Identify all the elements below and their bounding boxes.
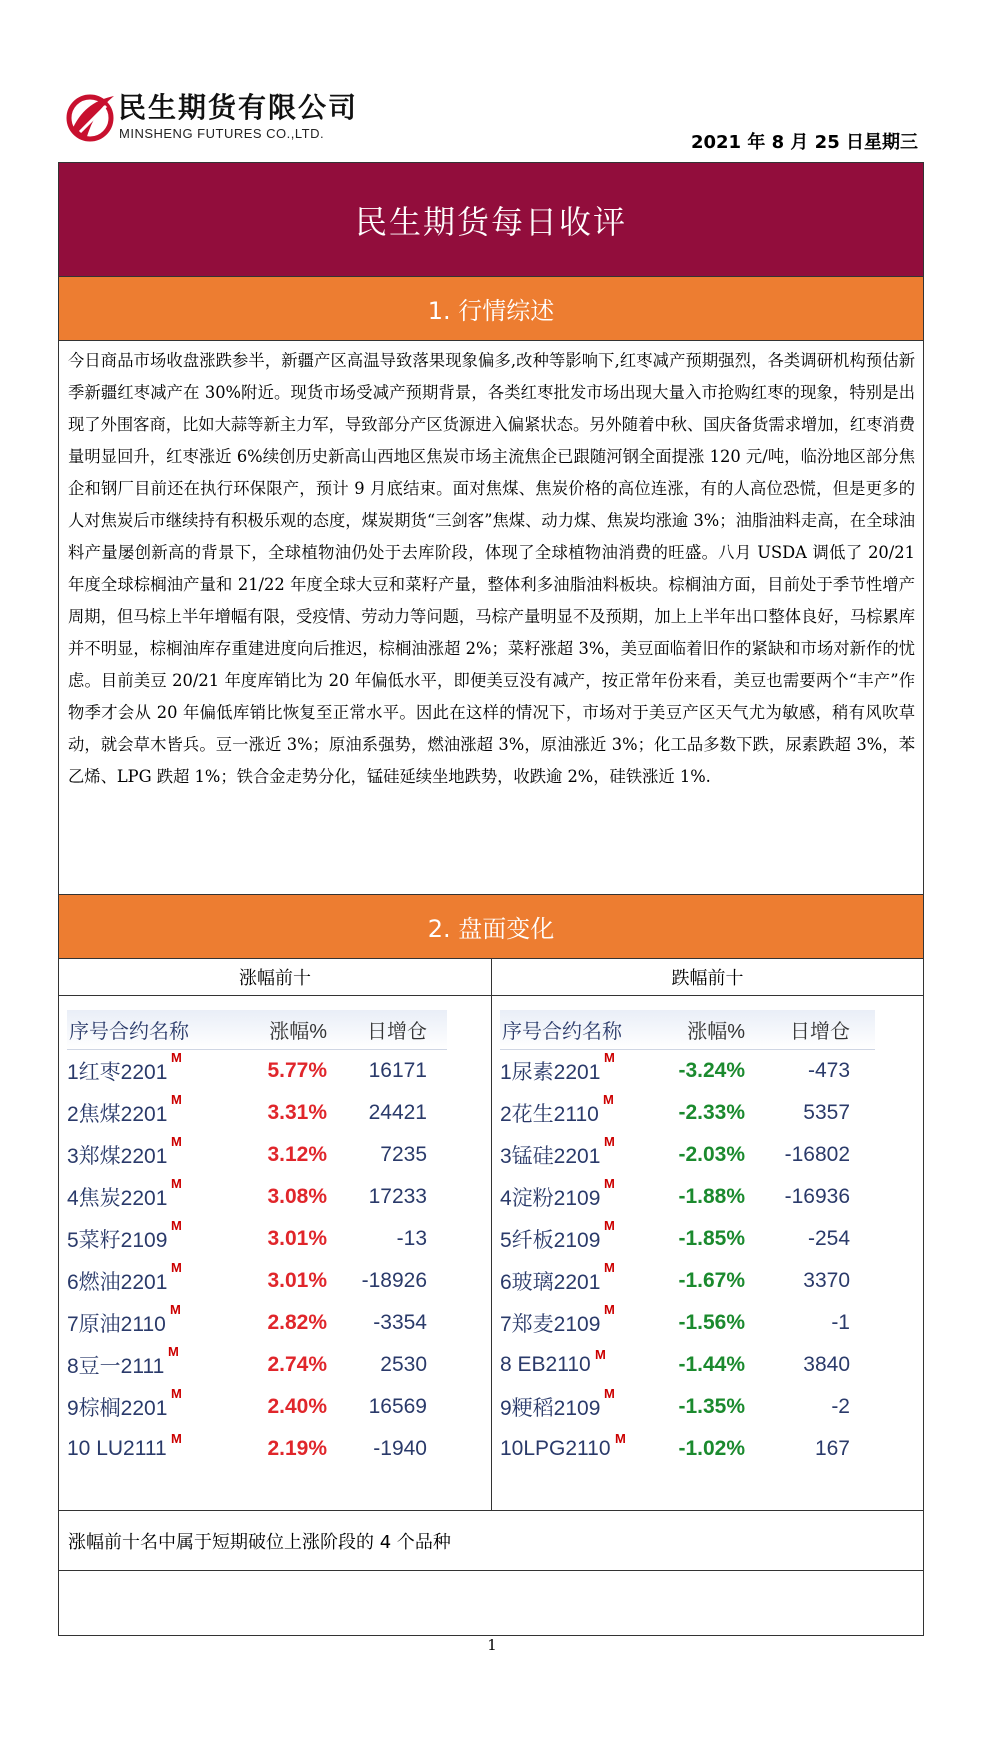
contract-name xyxy=(500,1176,650,1212)
table-header xyxy=(67,1010,447,1050)
contract-name xyxy=(67,1134,227,1170)
contract-name-text: 2焦煤2201 xyxy=(67,1103,168,1126)
open-interest-change: -1 xyxy=(831,1311,850,1334)
main-contract-marker: M xyxy=(615,1431,626,1446)
gainers-table xyxy=(67,1010,447,1470)
column-header-pct: 涨幅% xyxy=(269,1021,327,1043)
column-header-name: 序号合约名称 xyxy=(502,1021,622,1043)
change-percent: -1.88% xyxy=(678,1185,745,1208)
contract-name-text: 1红枣2201 xyxy=(67,1061,168,1084)
table-row xyxy=(500,1176,875,1218)
open-interest-change: -3354 xyxy=(373,1311,427,1334)
change-percent: -1.85% xyxy=(678,1227,745,1250)
table-row xyxy=(67,1134,447,1176)
table-row xyxy=(500,1092,875,1134)
contract-name xyxy=(500,1302,650,1338)
contract-name xyxy=(67,1386,227,1422)
table-row xyxy=(500,1260,875,1302)
contract-name xyxy=(500,1134,650,1170)
company-logo xyxy=(66,86,366,156)
table-row xyxy=(67,1428,447,1470)
main-contract-marker: M xyxy=(604,1176,615,1191)
table-row xyxy=(500,1134,875,1176)
main-contract-marker: M xyxy=(604,1218,615,1233)
open-interest-change: 2530 xyxy=(380,1353,427,1376)
contract-name xyxy=(500,1092,650,1128)
main-contract-marker: M xyxy=(604,1386,615,1401)
contract-name-text: 8 EB2110 xyxy=(500,1353,591,1376)
change-percent: 2.19% xyxy=(267,1437,327,1460)
contract-name-text: 3郑煤2201 xyxy=(67,1145,168,1168)
open-interest-change: -16802 xyxy=(784,1143,850,1166)
change-percent: 3.01% xyxy=(267,1269,327,1292)
change-percent: -1.67% xyxy=(678,1269,745,1292)
main-contract-marker: M xyxy=(604,1260,615,1275)
contract-name xyxy=(500,1386,650,1422)
main-contract-marker: M xyxy=(168,1344,179,1359)
main-contract-marker: M xyxy=(603,1092,614,1107)
contract-name xyxy=(67,1260,227,1296)
open-interest-change: -1940 xyxy=(373,1437,427,1460)
column-header-oi: 日增仓 xyxy=(790,1021,850,1043)
open-interest-change: -18926 xyxy=(361,1269,427,1292)
main-contract-marker: M xyxy=(171,1134,182,1149)
table-row xyxy=(500,1218,875,1260)
contract-name-text: 7原油2110 xyxy=(67,1313,166,1336)
contract-name-text: 5纤板2109 xyxy=(500,1229,601,1252)
main-contract-marker: M xyxy=(171,1431,182,1446)
market-summary-text: 今日商品市场收盘涨跌参半，新疆产区高温导致落果现象偏多,改种等影响下,红枣减产预期强烈，各类调研机构预估新季新疆红枣减产在 30%附近。现货市场受减产预期背景，各类红枣批发市场出现大量入市抢购红枣的现象，特别是出现了外围客商，比如大蒜等新主力军，导致部分产区货源进入偏紧状态。另外随着中秋、国庆备货需求增加，红枣消费量明显回升，红枣涨近 6%续创历史新高山西地区焦炭市场主流焦企已跟随河钢全面提涨 120 元/吨，临汾地区部分焦企和钢厂目前还在执行环保限产，预计 9 月底结束。面对焦煤、焦炭价格的高位连涨，有的人高位恐慌，但是更多的人对焦炭后市继续持有积极乐观的态度，煤炭期货“三剑客”焦煤、动力煤、焦炭均涨逾 3%；油脂油料走高，在全球油料产量屡创新高的背景下，全球植物油仍处于去库阶段，体现了全球植物油消费的旺盛。八月 USDA 调低了 20/21 年度全球棕榈油产量和 21/22 年度全球大豆和菜籽产量，整体利多油脂油料板块。棕榈油方面，目前处于季节性增产周期，但马棕上半年增幅有限，受疫情、劳动力等问题，马棕产量明显不及预期，加上上半年出口整体良好，马棕累库并不明显，棕榈油库存重建进度向后推迟，棕榈油涨超 2%；菜籽涨超 3%，美豆面临着旧作的紧缺和市场对新作的忧虑。目前美豆 20/21 年度库销比为 20 年偏低水平，即便美豆没有减产，按正常年份来看，美豆也需要两个“丰产”作物季才会从 20 年偏低库销比恢复至正常水平。因此在这样的情况下，市场对于美豆产区天气尤为敏感，稍有风吹草动，就会草木皆兵。豆一涨近 3%；原油系强势，燃油涨超 3%，原油涨近 3%；化工品多数下跌，尿素跌超 3%，苯乙烯、LPG 跌超 1%；铁合金走势分化，锰硅延续坐地跌势，收跌逾 2%，硅铁涨近 1%. xyxy=(59,341,923,895)
column-header-oi: 日增仓 xyxy=(367,1021,427,1043)
main-contract-marker: M xyxy=(604,1050,615,1065)
section-1-title: 1. 行情综述 xyxy=(59,277,923,341)
report-frame xyxy=(58,162,924,1636)
open-interest-change: 24421 xyxy=(368,1101,427,1124)
report-title: 民生期货每日收评 xyxy=(59,163,923,277)
table-row xyxy=(67,1218,447,1260)
column-header-pct: 涨幅% xyxy=(687,1021,745,1043)
contract-name xyxy=(500,1431,650,1461)
table-row xyxy=(500,1050,875,1092)
open-interest-change: 167 xyxy=(814,1437,850,1460)
contract-name-text: 4焦炭2201 xyxy=(67,1187,168,1210)
open-interest-change: 3840 xyxy=(803,1353,850,1376)
open-interest-change: 3370 xyxy=(803,1269,850,1292)
contract-name-text: 9棕榈2201 xyxy=(67,1397,168,1420)
contract-name xyxy=(67,1050,227,1086)
contract-name xyxy=(67,1218,227,1254)
losers-table xyxy=(500,1010,875,1470)
minsheng-logo-icon xyxy=(66,88,116,146)
contract-name-text: 4淀粉2109 xyxy=(500,1187,601,1210)
contract-name-text: 2花生2110 xyxy=(500,1103,599,1126)
change-percent: 3.01% xyxy=(267,1227,327,1250)
contract-name-text: 6玻璃2201 xyxy=(500,1271,601,1294)
open-interest-change: -254 xyxy=(807,1227,850,1250)
breakout-note: 涨幅前十名中属于短期破位上涨阶段的 4 个品种 xyxy=(59,1511,923,1571)
change-percent: -1.56% xyxy=(678,1311,745,1334)
change-percent: 3.08% xyxy=(267,1185,327,1208)
contract-name xyxy=(67,1176,227,1212)
ranking-columns xyxy=(59,959,923,1511)
change-percent: 2.40% xyxy=(267,1395,327,1418)
table-row xyxy=(500,1428,875,1470)
table-header xyxy=(500,1010,875,1050)
change-percent: 3.12% xyxy=(267,1143,327,1166)
change-percent: 2.82% xyxy=(267,1311,327,1334)
main-contract-marker: M xyxy=(170,1302,181,1317)
table-row xyxy=(67,1302,447,1344)
gainers-column xyxy=(59,959,491,1510)
open-interest-change: 16569 xyxy=(368,1395,427,1418)
contract-name xyxy=(500,1260,650,1296)
table-row xyxy=(500,1386,875,1428)
main-contract-marker: M xyxy=(171,1176,182,1191)
change-percent: 5.77% xyxy=(267,1059,327,1082)
open-interest-change: 7235 xyxy=(380,1143,427,1166)
contract-name-text: 9粳稻2109 xyxy=(500,1397,601,1420)
change-percent: 2.74% xyxy=(267,1353,327,1376)
table-row xyxy=(67,1050,447,1092)
change-percent: 3.31% xyxy=(267,1101,327,1124)
losers-heading: 跌幅前十 xyxy=(492,959,923,996)
change-percent: -1.44% xyxy=(678,1353,745,1376)
page-number: 1 xyxy=(487,1636,497,1654)
main-contract-marker: M xyxy=(171,1386,182,1401)
change-percent: -1.35% xyxy=(678,1395,745,1418)
main-contract-marker: M xyxy=(595,1347,606,1362)
column-header-name: 序号合约名称 xyxy=(69,1021,189,1043)
open-interest-change: 5357 xyxy=(803,1101,850,1124)
contract-name xyxy=(67,1302,227,1338)
section-2-title: 2. 盘面变化 xyxy=(59,895,923,959)
contract-name-text: 10LPG2110 xyxy=(500,1437,611,1460)
contract-name xyxy=(67,1344,227,1380)
company-name-cn: 民生期货有限公司 xyxy=(118,91,359,124)
open-interest-change: -16936 xyxy=(784,1185,850,1208)
contract-name-text: 7郑麦2109 xyxy=(500,1313,601,1336)
open-interest-change: 16171 xyxy=(368,1059,427,1082)
table-row xyxy=(500,1302,875,1344)
contract-name-text: 6燃油2201 xyxy=(67,1271,168,1294)
report-date: 2021 年 8 月 25 日星期三 xyxy=(690,132,918,153)
contract-name xyxy=(67,1431,227,1461)
contract-name xyxy=(500,1347,650,1377)
main-contract-marker: M xyxy=(171,1260,182,1275)
open-interest-change: -13 xyxy=(396,1227,427,1250)
contract-name-text: 8豆一2111 xyxy=(67,1355,165,1378)
main-contract-marker: M xyxy=(171,1050,182,1065)
table-row xyxy=(67,1176,447,1218)
table-row xyxy=(500,1344,875,1386)
company-name-en: MINSHENG FUTURES CO.,LTD. xyxy=(119,126,325,141)
contract-name-text: 5菜籽2109 xyxy=(67,1229,168,1252)
empty-row xyxy=(59,1571,923,1635)
open-interest-change: 17233 xyxy=(368,1185,427,1208)
main-contract-marker: M xyxy=(604,1302,615,1317)
table-row xyxy=(67,1344,447,1386)
main-contract-marker: M xyxy=(604,1134,615,1149)
change-percent: -3.24% xyxy=(678,1059,745,1082)
open-interest-change: -2 xyxy=(831,1395,850,1418)
change-percent: -2.03% xyxy=(678,1143,745,1166)
contract-name-text: 10 LU2111 xyxy=(67,1437,167,1460)
main-contract-marker: M xyxy=(171,1092,182,1107)
contract-name xyxy=(500,1218,650,1254)
contract-name-text: 3锰硅2201 xyxy=(500,1145,601,1168)
main-contract-marker: M xyxy=(171,1218,182,1233)
losers-column xyxy=(491,959,923,1510)
change-percent: -2.33% xyxy=(678,1101,745,1124)
contract-name xyxy=(500,1050,650,1086)
gainers-heading: 涨幅前十 xyxy=(59,959,491,996)
table-row xyxy=(67,1386,447,1428)
table-row xyxy=(67,1260,447,1302)
contract-name xyxy=(67,1092,227,1128)
open-interest-change: -473 xyxy=(807,1059,850,1082)
contract-name-text: 1尿素2201 xyxy=(500,1061,601,1084)
table-row xyxy=(67,1092,447,1134)
change-percent: -1.02% xyxy=(678,1437,745,1460)
